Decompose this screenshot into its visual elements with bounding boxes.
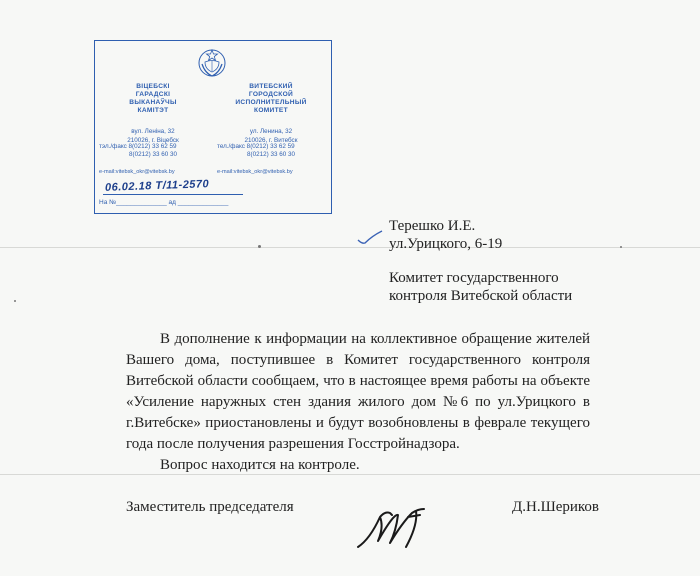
stamp-right-address: ул. Ленина, 32 210026, г. Витебск [244, 128, 298, 144]
stamp-left-heading: ВІЦЕБСКІ ГАРАДСКІ ВЫКАНАЎЧЫ КАМІТЭТ [129, 83, 177, 114]
paper-speck [620, 246, 622, 248]
copy-org-line-1: Комитет государственного [389, 270, 559, 286]
reference-number-line: На №______________ ад ______________ [99, 199, 229, 206]
recipient-name: Терешко И.Е. [389, 218, 476, 234]
registration-underline [103, 194, 243, 195]
signatory-title: Заместитель председателя [126, 499, 294, 515]
registration-number: 06.02.18 Т/11-2570 [104, 178, 210, 194]
stamp-right-heading: ВИТЕБСКИЙ ГОРОДСКОЙ ИСПОЛНИТЕЛЬНЫЙ КОМИТЕТ [235, 83, 307, 114]
paper-speck [14, 300, 16, 302]
body-paragraph: Вопрос находится на контроле. [160, 457, 360, 473]
recipient-address: ул.Урицкого, 6-19 [389, 235, 503, 252]
stamp-left-address: вул. Леніна, 32 210026, г. Віцебск [127, 128, 179, 144]
stamp-left-phone: тэл./факс 8(0212) 33 62 59 8(0212) 33 60 30 [99, 143, 177, 158]
handwritten-signature [350, 503, 440, 553]
paper-speck [258, 245, 261, 248]
stamp-right-email: e-mail:vitebsk_okr@vitebsk.by [217, 169, 293, 175]
check-mark-icon [356, 228, 384, 248]
copy-org-line-2: контроля Витебской области [389, 287, 573, 304]
stamp-left-email: e-mail:vitebsk_okr@vitebsk.by [99, 169, 175, 175]
coat-of-arms-icon [196, 47, 228, 79]
fold-line [0, 247, 700, 248]
signatory-name: Д.Н.Шериков [512, 499, 599, 515]
body-paragraph: В дополнение к информации на коллективное обращение жителей Вашего дома, поступившее в Комитет государственного контроля Витебской области сообщаем, что в настоящее время работы на объекте «Усиление наружных стен здания жилого дом №6 по ул.Урицкого в г.Витебске» приостановлены и будут возобновлены в феврале текущего года после получения разрешения Госстройнадзора. [126, 331, 590, 452]
recipient-block [389, 218, 572, 305]
stamp-right-phone: тел./факс 8(0212) 33 62 59 8(0212) 33 60 30 [217, 143, 295, 158]
letterhead-stamp [94, 40, 332, 214]
letter-body [126, 329, 590, 476]
